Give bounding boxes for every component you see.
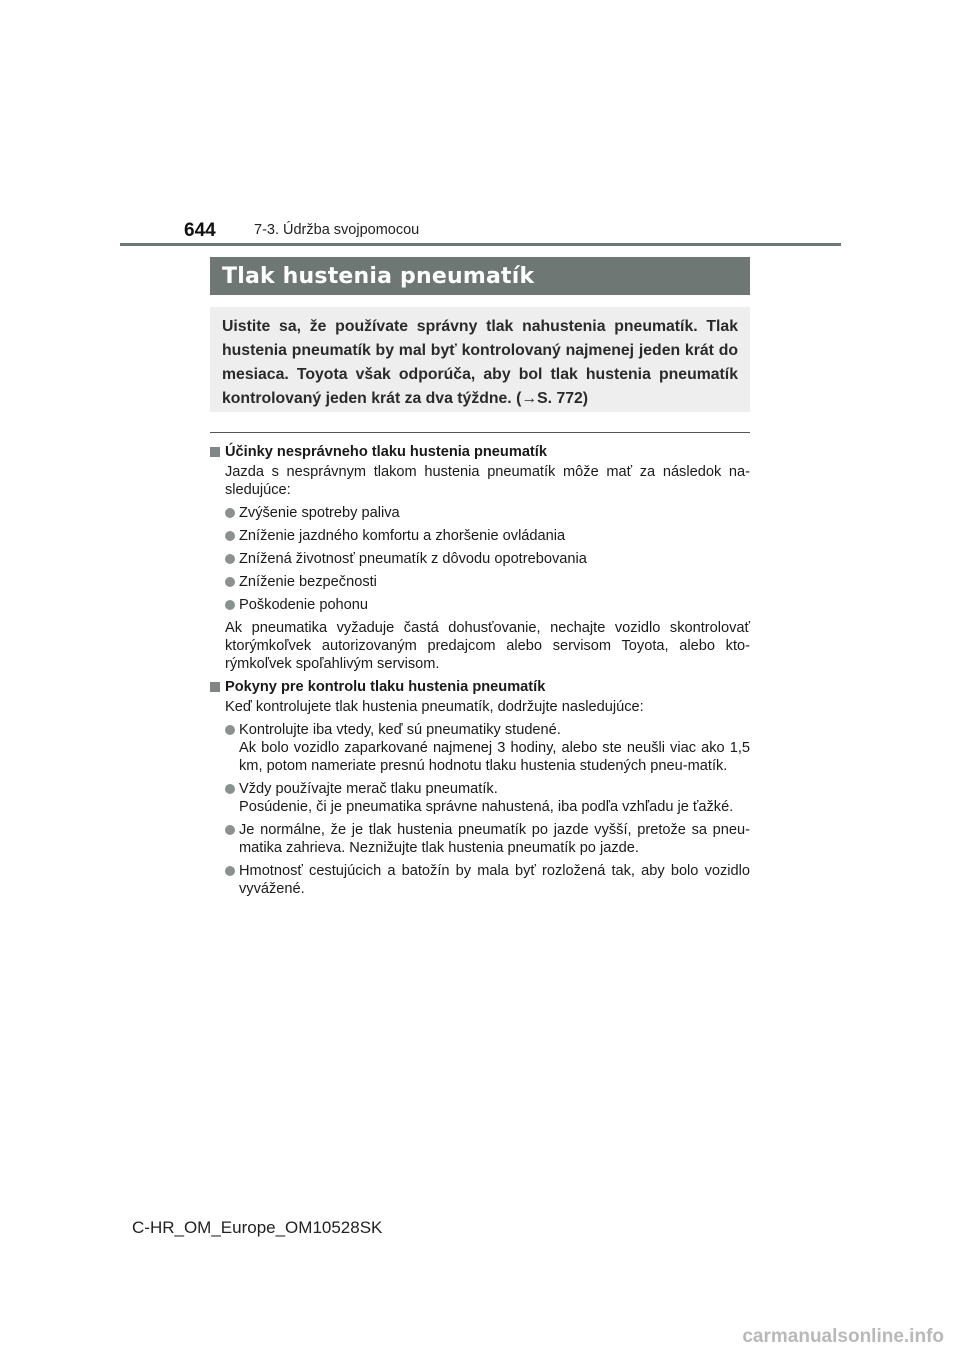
list-item [225, 862, 750, 898]
list-item-text: Kontrolujte iba vtedy, keď sú pneumatiky studené. [239, 722, 561, 738]
bullet-dot-icon [225, 825, 235, 835]
list-item [225, 550, 750, 568]
page-number: 644 [184, 220, 216, 241]
footer-doc-id: C-HR_OM_Europe_OM10528SK [132, 1218, 383, 1237]
section-heading [210, 678, 750, 696]
bullet-dot-icon [225, 577, 235, 587]
paragraph: Ak pneumatika vyžaduje častá dohusťovanie, nechajte vozidlo skontrolovať ktorýmkoľvek autorizovaným predajcom alebo servisom Toyota, alebo kto-rýmkoľvek spoľahlivým servisom. [225, 620, 750, 672]
square-bullet-icon [210, 447, 220, 457]
section-heading-text: Pokyny pre kontrolu tlaku hustenia pneumatík [225, 679, 546, 695]
content [210, 440, 750, 898]
paragraph: Keď kontrolujete tlak hustenia pneumatík, dodržujte nasledujúce: [225, 699, 644, 715]
bullet-dot-icon [225, 554, 235, 564]
list-item-text: Zníženie jazdného komfortu a zhoršenie ovládania [239, 528, 566, 544]
paragraph: Jazda s nesprávnym tlakom hustenia pneumatík môže mať za následok na-sledujúce: [225, 464, 750, 498]
intro-text: Uistite sa, že používate správny tlak nahustenia pneumatík. Tlak hustenia pneumatík by mal byť kontrolovaný najmenej jeden krát do mesiaca. Toyota však odporúča, aby bol tlak hustenia pneumatík kontrolovaný jeden krát za dva týždne. (→S. 772) [222, 318, 738, 407]
list-item-text: Hmotnosť cestujúcich a batožín by mala byť rozložená tak, aby bolo vozidlo vyvážené. [239, 863, 750, 897]
list-item [225, 573, 750, 591]
section-label: 7-3. Údržba svojpomocou [254, 222, 420, 238]
list-item-detail: Ak bolo vozidlo zaparkované najmenej 3 hodiny, alebo ste neušli viac ako 1,5 km, potom nameriate presnú hodnotu tlaku hustenia studených pneu-matík. [239, 740, 750, 774]
watermark: carmanualsonline.info [742, 1326, 944, 1347]
list-item-detail: Posúdenie, či je pneumatika správne nahustená, iba podľa vzhľadu je ťažké. [239, 799, 734, 815]
list-item [225, 527, 750, 545]
list-item [225, 504, 750, 522]
bullet-dot-icon [225, 600, 235, 610]
bullet-dot-icon [225, 784, 235, 794]
list-item-text: Je normálne, že je tlak hustenia pneumatík po jazde vyšší, pretože sa pneu-matika zahrieva. Neznižujte tlak hustenia pneumatík po jazde. [239, 822, 750, 856]
list-item [225, 821, 750, 857]
page-title: Tlak hustenia pneumatík [222, 263, 535, 289]
section-heading-text: Účinky nesprávneho tlaku hustenia pneumatík [225, 444, 547, 460]
bullet-dot-icon [225, 725, 235, 735]
list-item-text: Zvýšenie spotreby paliva [239, 505, 400, 521]
intro-box [210, 307, 750, 412]
list-item-text: Poškodenie pohonu [239, 597, 369, 613]
list-item [225, 596, 750, 614]
square-bullet-icon [210, 682, 220, 692]
list-item-text: Znížená životnosť pneumatík z dôvodu opotrebovania [239, 551, 587, 567]
title-bar [210, 257, 750, 295]
header-divider [120, 243, 841, 246]
bullet-dot-icon [225, 866, 235, 876]
bullet-dot-icon [225, 531, 235, 541]
list-item [225, 780, 750, 816]
section-heading [210, 443, 750, 461]
list-item-text: Vždy používajte merač tlaku pneumatík. [239, 781, 498, 797]
bullet-dot-icon [225, 508, 235, 518]
list-item-text: Zníženie bezpečnosti [239, 574, 377, 590]
section-divider [210, 432, 750, 433]
list-item [225, 721, 750, 775]
